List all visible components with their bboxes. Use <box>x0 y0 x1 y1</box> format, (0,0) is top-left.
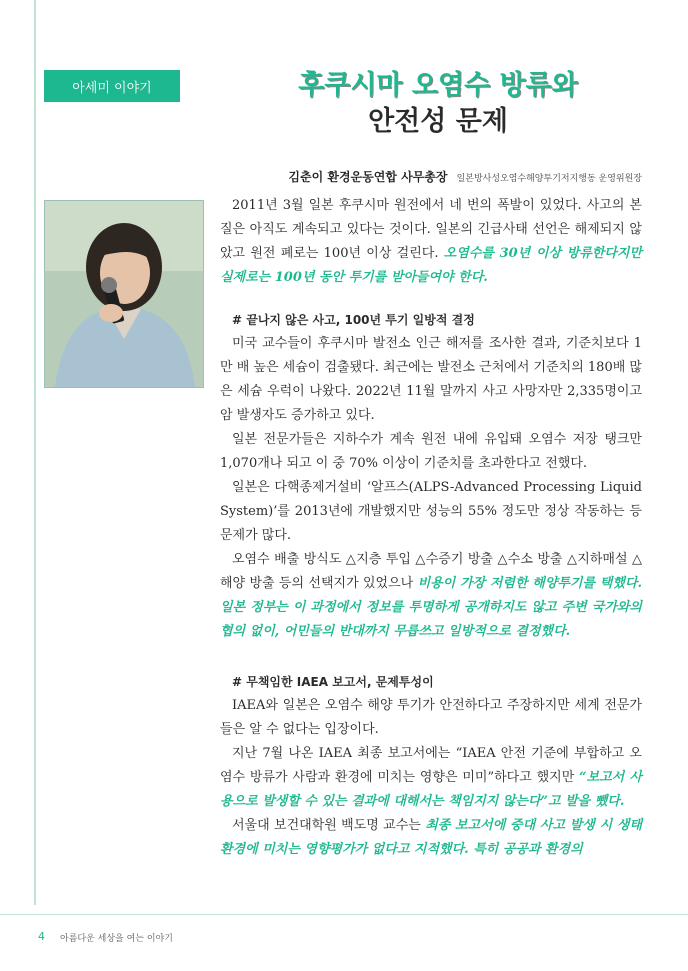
title-line-2: 안전성 문제 <box>368 106 508 137</box>
footer-rule <box>0 914 688 915</box>
author-name: 김춘이 환경운동연합 사무총장 <box>288 170 448 184</box>
article-body <box>220 194 642 862</box>
left-margin-rule <box>34 0 36 905</box>
page-number: 4 <box>38 930 45 943</box>
section-2-heading: # 무책임한 IAEA 보고서, 문제투성이 <box>232 675 434 689</box>
footer-title: 아름다운 세상을 여는 이야기 <box>60 934 173 944</box>
section-1-paragraph-1: 미국 교수들이 후쿠시마 발전소 인근 해저를 조사한 결과, 기준치보다 1만 배 높은 세슘이 검출됐다. 최근에는 발전소 근처에서 기준치의 180배 많은 세슘 우럭이 나왔다. 2022년 11월 말까지 사고 사망자만 2,335명이고 암 발생자도 증가하고 있다. <box>220 336 642 423</box>
section-2-paragraph-2-highlight: “보고서 사용으로 발생할 수 있는 결과에 대해서는 책임지지 않는다”고 발을 뺐다. <box>220 770 642 809</box>
section-2-paragraph-3-text: 서울대 보건대학원 백도명 교수는 <box>232 818 426 833</box>
section-2-paragraph-1: IAEA와 일본은 오염수 해양 투기가 안전하다고 주장하지만 세계 전문가들은 알 수 없다는 입장이다. <box>220 698 642 737</box>
title-line-1: 후쿠시마 오염수 방류와 <box>298 70 578 101</box>
speaker-portrait-icon <box>45 201 203 387</box>
category-label: 아세미 이야기 <box>44 70 180 102</box>
intro-paragraph <box>220 194 642 290</box>
section-1-paragraph-3: 일본은 다핵종제거설비 ‘알프스(ALPS-Advanced Processing Liquid System)’를 2013년에 개발했지만 성능의 55% 정도만 정상 작동하는 등 문제가 많다. <box>220 480 642 543</box>
section-1-paragraph-4 <box>220 548 642 644</box>
intro-text: 2011년 3월 일본 후쿠시마 원전에서 네 번의 폭발이 있었다. 사고의 본질은 아직도 계속되고 있다는 것이다. 일본의 긴급사태 선언은 해제되지 않았고 원전 폐로는 100년 이상 걸린다. <box>220 198 642 261</box>
section-1-paragraph-4-text: 오염수 배출 방식도 △지층 투입 △수증기 방출 △수소 방출 △지하매설 △ 해양 방출 등의 선택지가 있었으나 <box>220 552 642 591</box>
article-title <box>236 68 640 140</box>
speaker-photo <box>44 200 204 388</box>
section-2-paragraph-3 <box>220 814 642 862</box>
section-1-paragraph-4-highlight: 비용이 가장 저렴한 해양투기를 택했다. 일본 정부는 이 과정에서 정보를 투명하게 공개하지도 않고 주변 국가와의 협의 없이, 어민들의 반대까지 무릅쓰고 일방적으로 결정했다. <box>220 576 642 639</box>
section-1-paragraph-2: 일본 전문가들은 지하수가 계속 원전 내에 유입돼 오염수 저장 탱크만 1,070개나 되고 이 중 70% 이상이 기준치를 초과한다고 전했다. <box>220 432 642 471</box>
author-role: 일본방사성오염수해양투기저지행동 운영위원장 <box>456 174 642 184</box>
section-2-paragraph-2-text: 지난 7월 나온 IAEA 최종 보고서에는 “IAEA 안전 기준에 부합하고 오염수 방류가 사람과 환경에 미치는 영향은 미미”하다고 했지만 <box>220 746 642 785</box>
section-2-paragraph-3-highlight: 최종 보고서에 중대 사고 발생 시 생태환경에 미치는 영향평가가 없다고 지적했다. 특히 공공과 환경의 <box>220 818 643 857</box>
intro-highlight: 오염수를 30년 이상 방류한다지만 실제로는 100년 동안 투기를 받아들여야 한다. <box>220 246 642 285</box>
section-2-paragraph-2 <box>220 742 642 814</box>
byline <box>220 166 642 185</box>
section-1-heading: # 끝나지 않은 사고, 100년 투기 일방적 결정 <box>232 313 475 327</box>
